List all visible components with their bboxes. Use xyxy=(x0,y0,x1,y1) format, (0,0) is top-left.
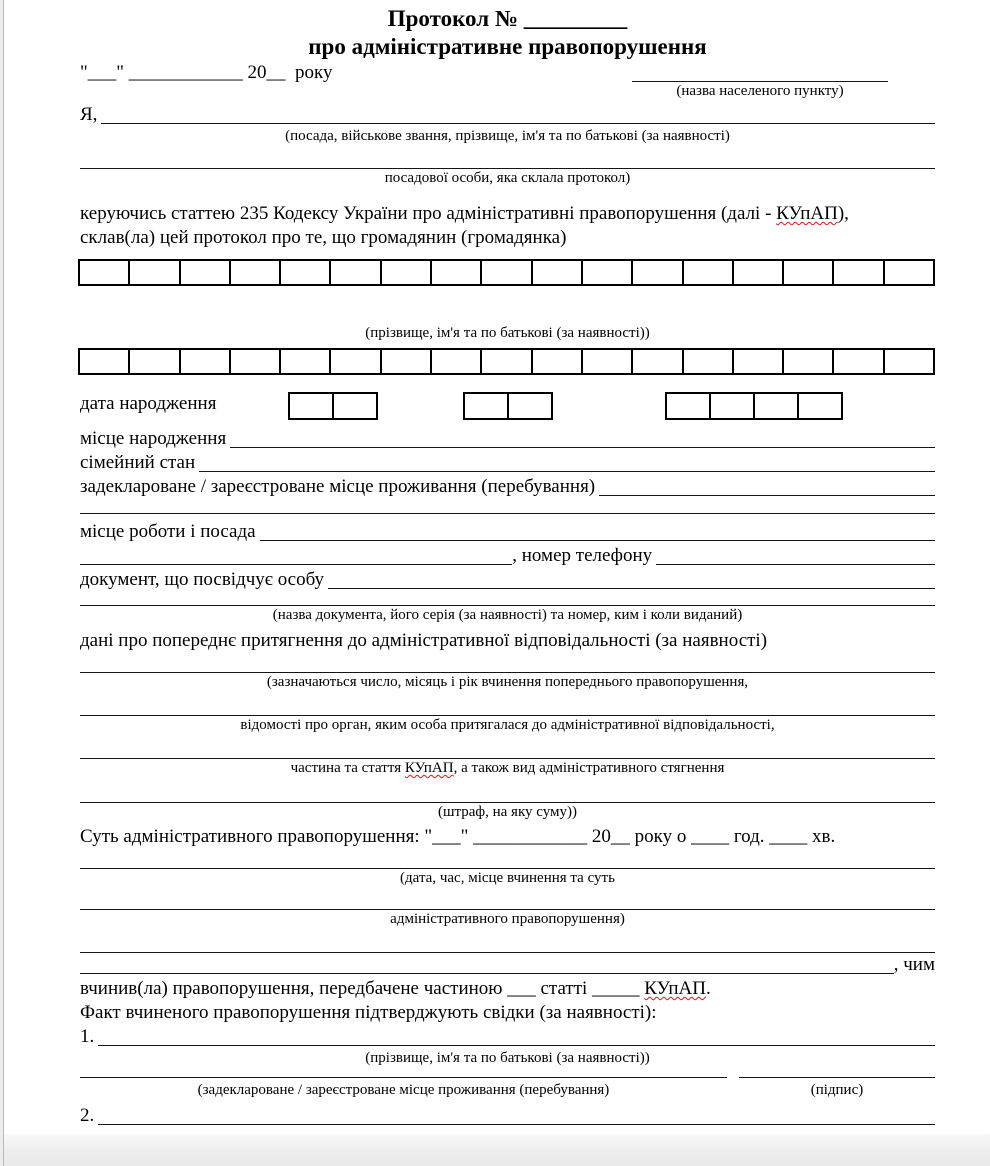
dob-cell xyxy=(334,392,378,420)
grid-cell xyxy=(281,259,331,286)
kupap-term-2: КУпАП xyxy=(404,760,454,776)
chym-row xyxy=(80,953,935,977)
grid-cell xyxy=(78,348,130,375)
marital-row xyxy=(80,451,935,475)
residence-label: задеклароване / зареєстроване місце проживання (перебування) xyxy=(80,476,596,497)
phone-label: , номер телефону xyxy=(512,545,653,566)
witness-captions-row xyxy=(80,1081,935,1100)
witness-2-row xyxy=(80,1104,935,1128)
work-blank-line xyxy=(260,540,935,541)
residence-blank-line-2 xyxy=(80,499,935,514)
author-row xyxy=(80,103,935,127)
grid-cell xyxy=(834,348,884,375)
prior-caption-4: (штраф, на яку суму)) xyxy=(437,804,578,820)
grid-cell xyxy=(130,348,180,375)
author-blank-line-2 xyxy=(80,146,935,169)
essence-blank-line-1 xyxy=(80,849,935,869)
dob-cell xyxy=(755,392,799,420)
witness-name-caption: (прізвище, ім'я та по батькові (за наявності)) xyxy=(365,1050,650,1066)
birthplace-row xyxy=(80,427,935,451)
id-doc-label: документ, що посвідчує особу xyxy=(80,569,325,590)
grid-cell xyxy=(281,348,331,375)
name-grid-row-1 xyxy=(78,259,935,286)
residence-row xyxy=(80,475,935,499)
grid-cell xyxy=(885,348,935,375)
birthplace-blank-line xyxy=(230,447,935,448)
grid-cell xyxy=(885,259,935,286)
author-caption-2: посадової особи, яка склала протокол) xyxy=(384,170,631,186)
dob-cell xyxy=(509,392,553,420)
prior-caption-1: (зазначаються число, місяць і рік вчинення попереднього правопорушення, xyxy=(266,674,749,690)
dob-year-boxes xyxy=(665,392,843,420)
grid-cell xyxy=(734,259,784,286)
protocol-title-line1: Протокол № _________ xyxy=(387,6,628,31)
witness-1-row xyxy=(80,1025,935,1049)
grid-cell xyxy=(231,259,281,286)
grid-cell xyxy=(784,259,834,286)
grid-cell xyxy=(181,259,231,286)
grid-cell xyxy=(583,259,633,286)
prior-caption-3: частина та стаття КУпАП, а також вид адміністративного стягнення xyxy=(290,760,725,776)
id-doc-caption: (назва документа, його серія (за наявності) та номер, ким і коли виданий) xyxy=(272,607,743,623)
residence-blank-line xyxy=(599,495,935,496)
settlement-blank-line xyxy=(632,61,888,82)
essence-caption-1: (дата, час, місце вчинення та суть xyxy=(400,870,615,886)
work-row xyxy=(80,520,935,544)
dob-cell xyxy=(288,392,334,420)
committed-line: вчинив(ла) правопорушення, передбачене частиною ___ статті _____ КУпАП. xyxy=(80,978,711,999)
marital-blank-line xyxy=(199,471,935,472)
grid-cell xyxy=(684,348,734,375)
id-doc-row xyxy=(80,568,935,592)
settlement-caption: (назва населеного пункту) xyxy=(676,83,844,99)
grid-cell xyxy=(331,259,381,286)
id-doc-blank-line xyxy=(328,588,935,589)
grid-cell xyxy=(633,259,683,286)
author-caption-1: (посада, військове звання, прізвище, ім'я та по батькові (за наявності) xyxy=(285,128,730,144)
name-grid-row-2 xyxy=(78,348,935,375)
settlement-block xyxy=(632,61,888,101)
protocol-title-line2: про адміністративне правопорушення xyxy=(308,34,707,59)
dob-cell xyxy=(799,392,843,420)
phone-row xyxy=(80,544,935,568)
document-background-area xyxy=(0,1134,990,1166)
dob-row xyxy=(80,392,935,420)
dob-cell xyxy=(463,392,509,420)
prior-caption-2: відомості про орган, яким особа притягалася до адміністративної відповідальності, xyxy=(240,717,775,733)
birthplace-label: місце народження xyxy=(80,428,227,449)
chym-blank-line xyxy=(80,973,894,974)
grid-cell xyxy=(382,259,432,286)
grid-cell xyxy=(633,348,683,375)
prior-blank-line-2 xyxy=(80,692,935,716)
grid-cell xyxy=(834,259,884,286)
header-date-row xyxy=(80,61,935,101)
essence-blank-line-2 xyxy=(80,888,935,910)
grid-cell xyxy=(684,259,734,286)
essence-caption-2: адміністративного правопорушення) xyxy=(390,911,625,927)
witness-2-name-blank-line xyxy=(98,1124,935,1125)
id-doc-blank-line-2 xyxy=(80,592,935,606)
legal-basis-line2: склав(ла) цей протокол про те, що громадянин (громадянка) xyxy=(80,227,567,248)
header-date-blanks: "___" ____________ 20__ року xyxy=(80,62,333,83)
marital-label: сімейний стан xyxy=(80,452,196,473)
witness-address-caption: (задеклароване / зареєстроване місце проживання (перебування) xyxy=(197,1082,610,1098)
chym-suffix: , чим xyxy=(893,954,935,975)
essence-line: Суть адміністративного правопорушення: "___" ____________ 20__ року о ____ год. ____ хв. xyxy=(80,826,836,847)
grid-cell xyxy=(482,259,532,286)
witness-2-number: 2. xyxy=(80,1105,95,1126)
grid-cell xyxy=(130,259,180,286)
grid-cell xyxy=(533,348,583,375)
author-blank-line xyxy=(101,123,935,124)
dob-label: дата народження xyxy=(80,393,217,414)
grid-cell xyxy=(231,348,281,375)
dob-month-boxes xyxy=(463,392,553,420)
work-label: місце роботи і посада xyxy=(80,521,256,542)
grid-cell xyxy=(432,348,482,375)
witness-address-blank-line xyxy=(80,1077,727,1078)
grid-cell xyxy=(734,348,784,375)
phone-blank-line xyxy=(656,564,935,565)
prior-blank-line-4 xyxy=(80,778,935,803)
dob-cell xyxy=(665,392,711,420)
prior-label: дані про попереднє притягнення до адміністративної відповідальності (за наявності) xyxy=(80,630,768,651)
prior-blank-line-1 xyxy=(80,653,935,673)
grid-cell xyxy=(482,348,532,375)
dob-cell xyxy=(711,392,755,420)
grid-cell xyxy=(784,348,834,375)
essence-blank-line-3 xyxy=(80,929,935,953)
grid-cell xyxy=(382,348,432,375)
kupap-term-3: КУпАП xyxy=(644,978,706,999)
work-blank-line-2 xyxy=(80,564,512,565)
witness-signature-caption: (підпис) xyxy=(810,1082,864,1098)
grid-cell xyxy=(583,348,633,375)
name-grid-caption: (прізвище, ім'я та по батькові (за наявності)) xyxy=(365,325,650,341)
legal-basis-line1: керуючись статтею 235 Кодексу України про адміністративні правопорушення (далі - КУпАП), xyxy=(80,203,849,224)
grid-cell xyxy=(78,259,130,286)
prior-blank-line-3 xyxy=(80,735,935,759)
grid-cell xyxy=(533,259,583,286)
grid-cell xyxy=(181,348,231,375)
page-left-edge xyxy=(0,0,4,1166)
author-prefix: Я, xyxy=(80,104,98,125)
witness-1-number: 1. xyxy=(80,1026,95,1047)
witnesses-heading: Факт вчиненого правопорушення підтверджують свідки (за наявності): xyxy=(80,1002,657,1023)
grid-cell xyxy=(331,348,381,375)
grid-cell xyxy=(432,259,482,286)
witness-signature-blank-line xyxy=(739,1077,935,1078)
kupap-term-1: КУпАП xyxy=(776,203,838,224)
witness-1-name-blank-line xyxy=(98,1045,935,1046)
dob-day-boxes xyxy=(288,392,378,420)
